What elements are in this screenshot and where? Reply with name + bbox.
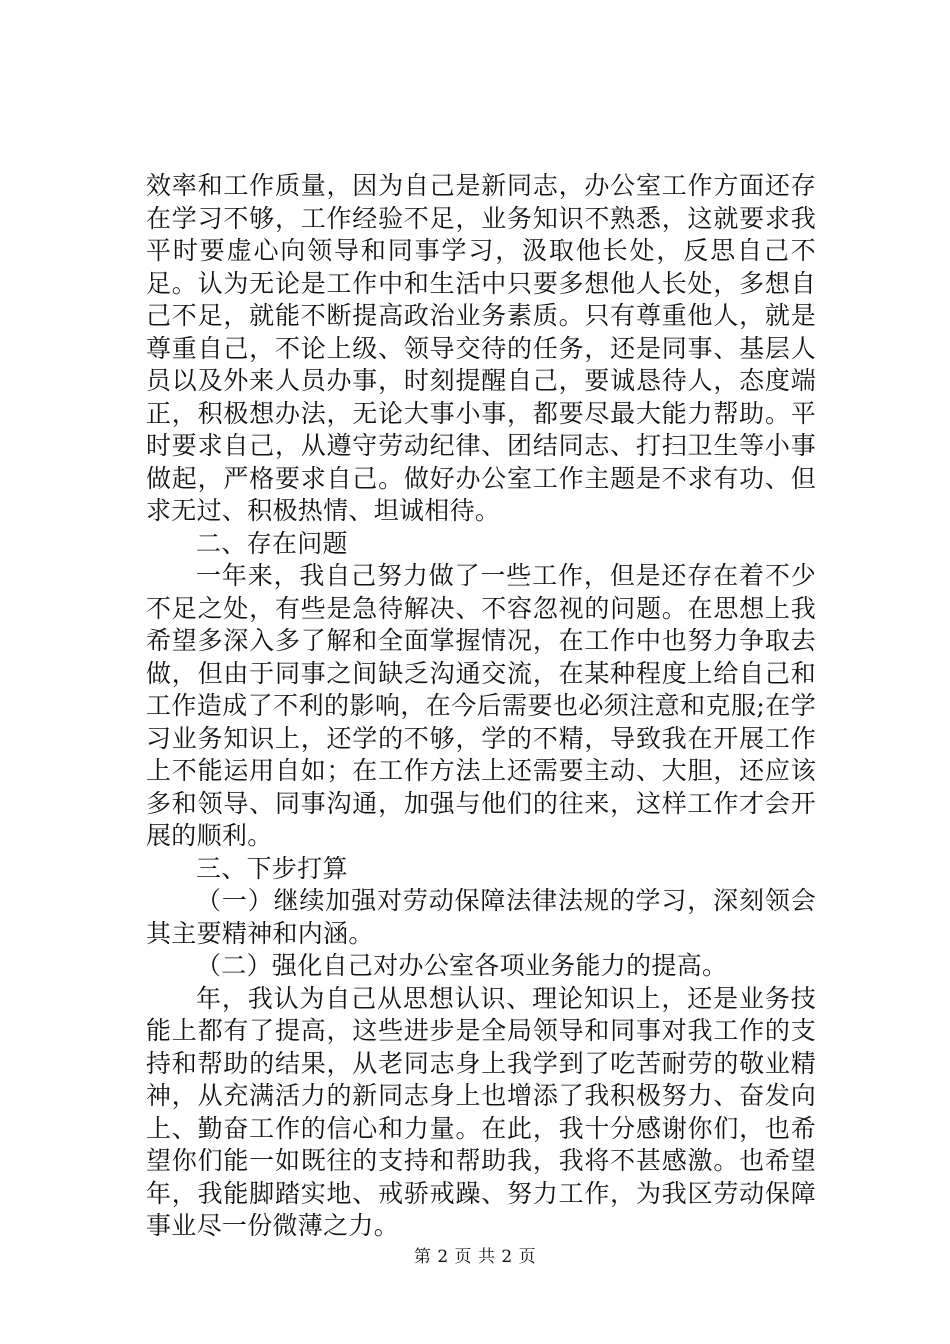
- document-body: [146, 170, 816, 1243]
- paragraph-continued: 效率和工作质量，因为自己是新同志，办公室工作方面还存在学习不够，工作经验不足，业务知识不熟悉，这就要求我平时要虚心向领导和同事学习，汲取他长处，反思自己不足。认为无论是工作中和生活中只要多想他人长处，多想自己不足，就能不断提高政治业务素质。只有尊重他人，就是尊重自己，不论上级、领导交待的任务，还是同事、基层人员以及外来人员办事，时刻提醒自己，要诚恳待人，态度端正，积极想办法，无论大事小事，都要尽最大能力帮助。平时要求自己，从遵守劳动纪律、团结同志、打扫卫生等小事做起，严格要求自己。做好办公室工作主题是不求有功、但求无过、积极热情、坦诚相待。: [146, 171, 816, 525]
- paragraph-problems: 一年来，我自己努力做了一些工作，但是还存在着不少不足之处，有些是急待解决、不容忽视的问题。在思想上我希望多深入多了解和全面掌握情况，在工作中也努力争取去做，但由于同事之间缺乏沟通交流，在某种程度上给自己和工作造成了不利的影响，在今后需要也必须注意和克服;在学习业务知识上，还学的不够，学的不精，导致我在开展工作上不能运用自如；在工作方法上还需要主动、大胆，还应该多和领导、同事沟通，加强与他们的往来，这样工作才会开展的顺利。: [146, 561, 816, 850]
- page-footer: 第 2 页 共 2 页: [413, 1247, 537, 1267]
- paragraph-conclusion: 年，我认为自己从思想认识、理论知识上，还是业务技能上都有了提高，这些进步是全局领导和同事对我工作的支持和帮助的结果，从老同志身上我学到了吃苦耐劳的敬业精神，从充满活力的新同志身上也增添了我积极努力、奋发向上、勤奋工作的信心和力量。在此，我十分感谢你们，也希望你们能一如既往的支持和帮助我，我将不甚感激。也希望年，我能脚踏实地、戒骄戒躁、努力工作，为我区劳动保障事业尽一份微薄之力。: [146, 983, 816, 1240]
- plan-item-2: （二）强化自己对办公室各项业务能力的提高。: [196, 951, 728, 980]
- plan-item-1: （一）继续加强对劳动保障法律法规的学习，深刻领会其主要精神和内涵。: [146, 886, 816, 948]
- section-heading-problems: 二、存在问题: [196, 528, 348, 558]
- section-heading-plans: 三、下步打算: [196, 853, 348, 883]
